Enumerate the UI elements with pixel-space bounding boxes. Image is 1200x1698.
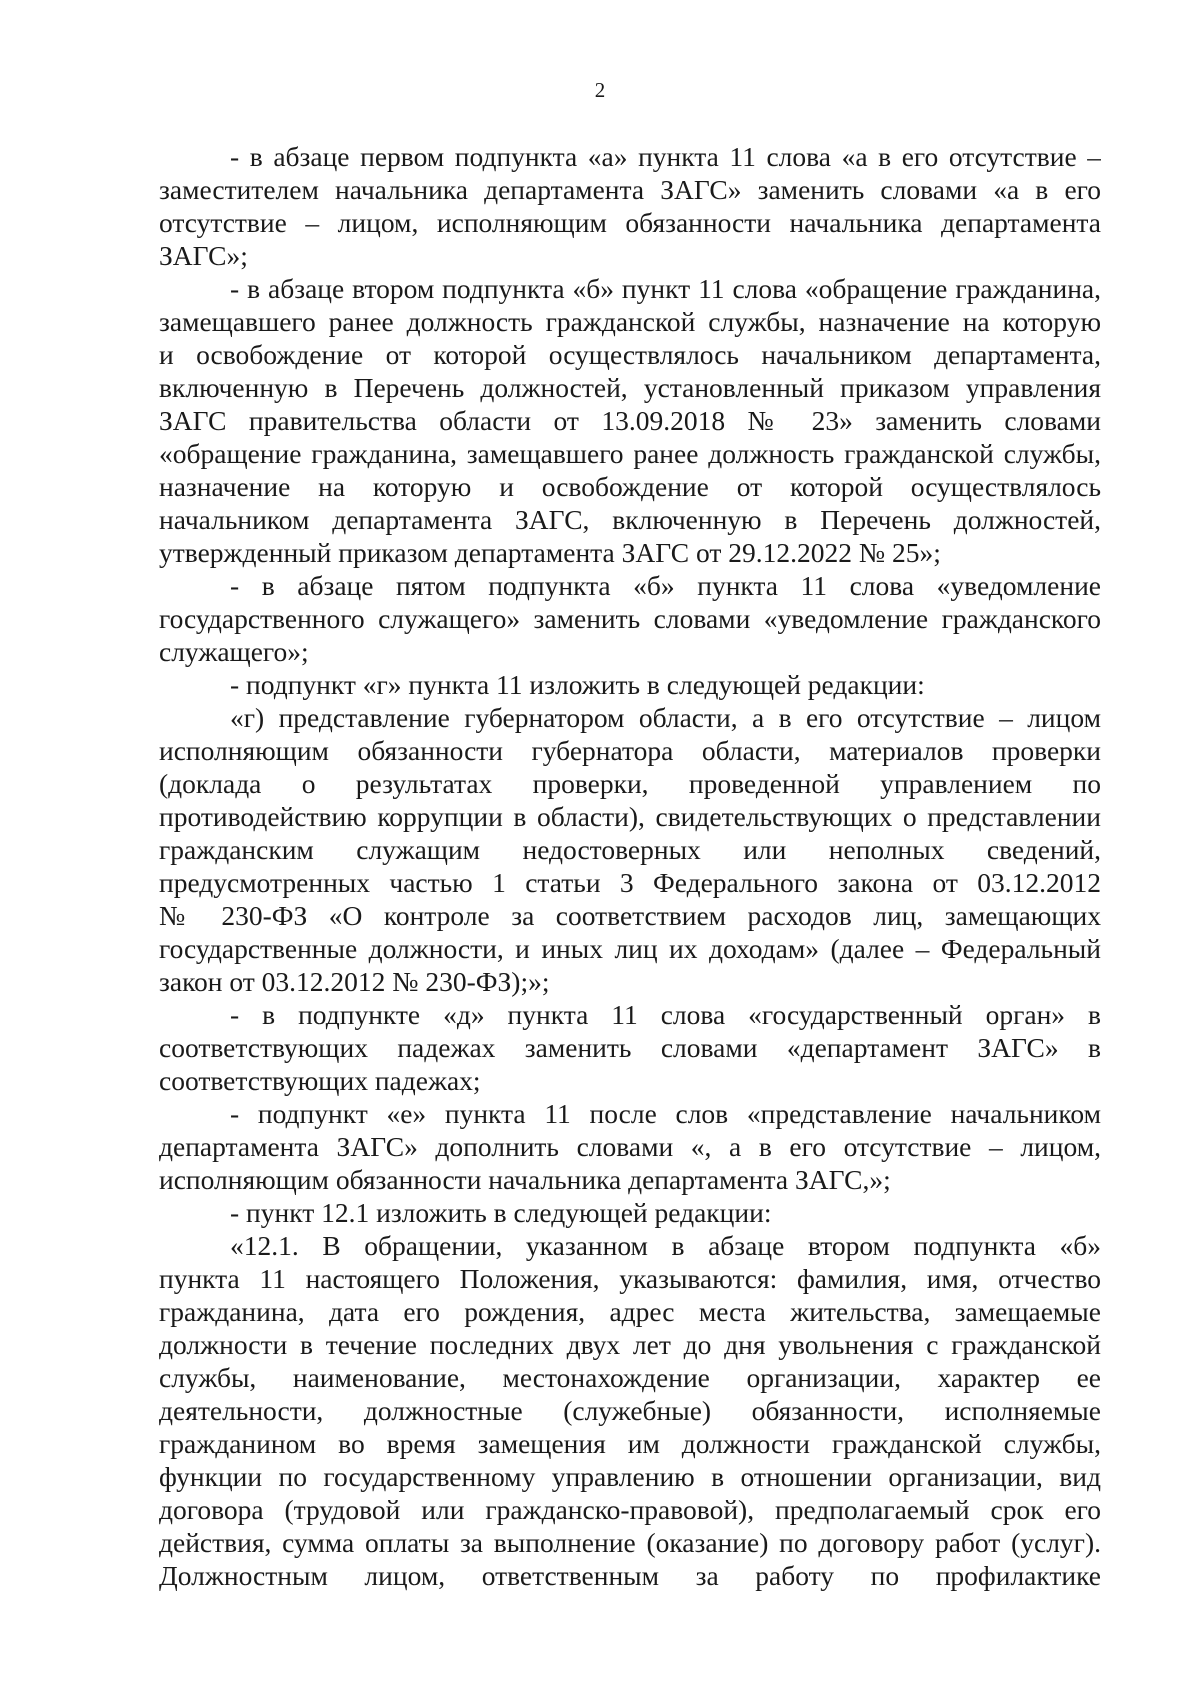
text-line: (доклада о результатах проверки, проведенной управлением по — [159, 768, 1101, 799]
text-line: - в подпункте «д» пункта 11 слова «государственный орган» в — [230, 999, 1101, 1030]
text-line: противодействию коррупции в области), свидетельствующих о представлении — [159, 801, 1101, 832]
text-line: гражданином во время замещения им должности гражданской службы, — [159, 1428, 1101, 1459]
text-line: соответствующих падежах; — [159, 1065, 481, 1096]
text-line: включенную в Перечень должностей, установленный приказом управления — [159, 372, 1101, 403]
text-line: Должностным лицом, ответственным за работу по профилактике — [159, 1560, 1101, 1591]
paragraph — [159, 668, 1101, 701]
text-line: «12.1. В обращении, указанном в абзаце втором подпункта «б» — [230, 1230, 1101, 1261]
text-line: службы, наименование, местонахождение организации, характер ее — [159, 1362, 1101, 1393]
document-body — [159, 140, 1101, 1592]
text-line: ЗАГС правительства области от 13.09.2018 № 23» заменить словами — [159, 405, 1101, 436]
text-line: заместителем начальника департамента ЗАГС» заменить словами «а в его — [159, 174, 1101, 205]
text-line: назначение на которую и освобождение от которой осуществлялось — [159, 471, 1101, 502]
paragraph — [159, 140, 1101, 272]
text-line: - подпункт «е» пункта 11 после слов «представление начальником — [230, 1098, 1101, 1129]
text-line: деятельности, должностные (служебные) обязанности, исполняемые — [159, 1395, 1101, 1426]
text-line: действия, сумма оплаты за выполнение (оказание) по договору работ (услуг). — [159, 1527, 1101, 1558]
text-line: № 230-ФЗ «О контроле за соответствием расходов лиц, замещающих — [159, 900, 1101, 931]
text-line: замещавшего ранее должность гражданской службы, назначение на которую — [159, 306, 1101, 337]
text-line: отсутствие – лицом, исполняющим обязанности начальника департамента — [159, 207, 1101, 238]
text-line: исполняющим обязанности начальника департамента ЗАГС,»; — [159, 1164, 891, 1195]
text-line: закон от 03.12.2012 № 230-ФЗ);»; — [159, 966, 550, 997]
text-line: соответствующих падежах заменить словами «департамент ЗАГС» в — [159, 1032, 1101, 1063]
paragraph — [159, 569, 1101, 668]
text-line: департамента ЗАГС» дополнить словами «, а в его отсутствие – лицом, — [159, 1131, 1101, 1162]
text-line: и освобождение от которой осуществлялось начальником департамента, — [159, 339, 1101, 370]
text-line: государственные должности, и иных лиц их доходам» (далее – Федеральный — [159, 933, 1101, 964]
text-line: пункта 11 настоящего Положения, указываются: фамилия, имя, отчество — [159, 1263, 1101, 1294]
paragraph — [159, 1097, 1101, 1196]
text-line: утвержденный приказом департамента ЗАГС от 29.12.2022 № 25»; — [159, 537, 941, 568]
page-number: 2 — [594, 78, 606, 102]
text-line: - в абзаце пятом подпункта «б» пункта 11 слова «уведомление — [230, 570, 1101, 601]
paragraph — [159, 272, 1101, 569]
text-line: государственного служащего» заменить словами «уведомление гражданского — [159, 603, 1101, 634]
paragraph — [159, 998, 1101, 1097]
text-line: - пункт 12.1 изложить в следующей редакции: — [230, 1197, 772, 1228]
text-line: исполняющим обязанности губернатора области, материалов проверки — [159, 735, 1101, 766]
text-line: предусмотренных частью 1 статьи 3 Федерального закона от 03.12.2012 — [159, 867, 1101, 898]
paragraph — [159, 701, 1101, 998]
text-line: - в абзаце втором подпункта «б» пункт 11 слова «обращение гражданина, — [230, 273, 1101, 304]
text-line: начальником департамента ЗАГС, включенную в Перечень должностей, — [159, 504, 1101, 535]
text-line: гражданским служащим недостоверных или неполных сведений, — [159, 834, 1101, 865]
text-line: - подпункт «г» пункта 11 изложить в следующей редакции: — [230, 669, 925, 700]
text-line: гражданина, дата его рождения, адрес места жительства, замещаемые — [159, 1296, 1101, 1327]
text-line: должности в течение последних двух лет до дня увольнения с гражданской — [159, 1329, 1101, 1360]
text-line: ЗАГС»; — [159, 240, 248, 271]
paragraph — [159, 1229, 1101, 1592]
paragraph — [159, 1196, 1101, 1229]
text-line: - в абзаце первом подпункта «а» пункта 11 слова «а в его отсутствие – — [230, 141, 1101, 172]
text-line: договора (трудовой или гражданско-правовой), предполагаемый срок его — [159, 1494, 1101, 1525]
text-line: функции по государственному управлению в отношении организации, вид — [159, 1461, 1101, 1492]
text-line: «обращение гражданина, замещавшего ранее должность гражданской службы, — [159, 438, 1101, 469]
text-line: служащего»; — [159, 636, 309, 667]
text-line: «г) представление губернатором области, а в его отсутствие – лицом — [230, 702, 1101, 733]
